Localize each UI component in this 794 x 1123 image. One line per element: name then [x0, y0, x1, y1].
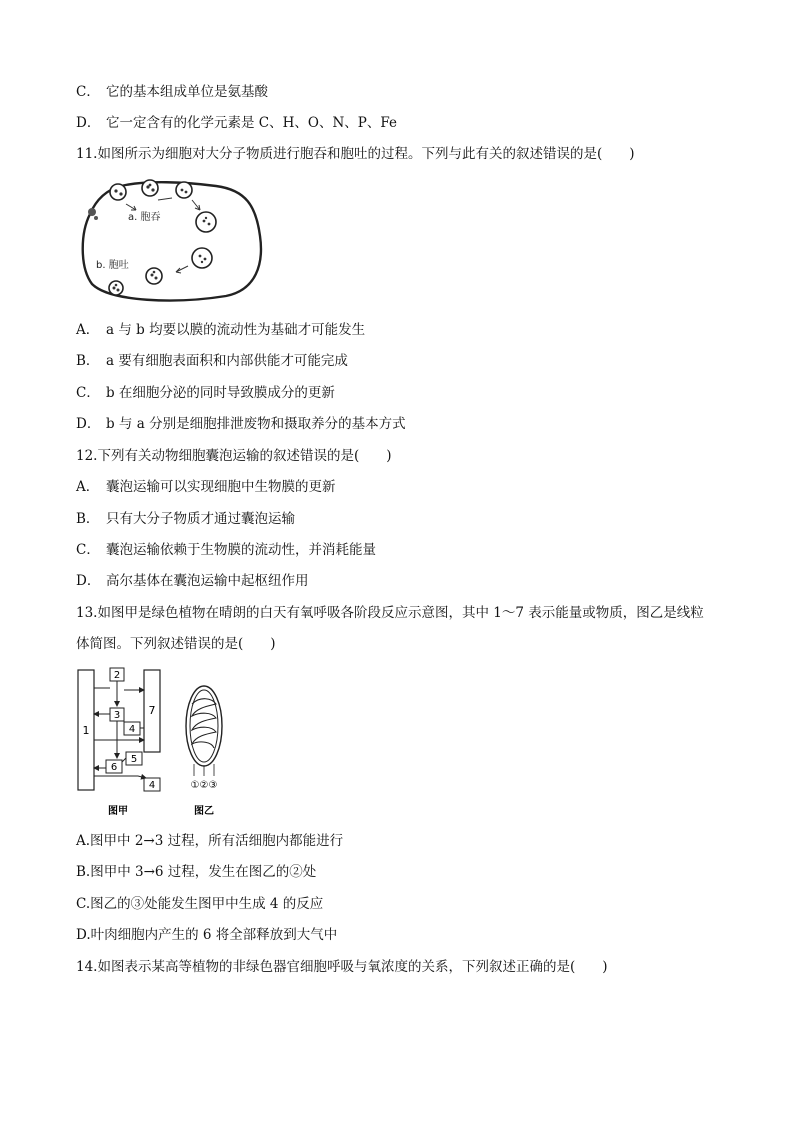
figure-yi-caption: 图乙: [194, 806, 214, 817]
option-letter: A.: [76, 833, 91, 849]
option-text: a 与 b 均要以膜的流动性为基础才可能发生: [106, 322, 366, 338]
box-2-label: 2: [113, 670, 121, 681]
option-letter: A．: [76, 479, 100, 495]
q12-option-c: [76, 541, 376, 559]
q10-option-d: [76, 114, 397, 132]
q13-option-b: [76, 863, 316, 881]
option-letter: C.: [76, 896, 91, 912]
q13-figure: [76, 664, 246, 824]
q11-option-b: [76, 352, 348, 370]
option-text: a 要有细胞表面积和内部供能才可能完成: [106, 353, 348, 369]
q13-option-d: [76, 926, 337, 944]
option-text: 叶肉细胞内产生的 6 将全部释放到大气中: [90, 927, 338, 943]
q11-figure-endocytosis-exocytosis: [76, 176, 266, 304]
q11-option-a: [76, 321, 365, 339]
option-text: 图甲中 3→6 过程，发生在图乙的②处: [90, 864, 317, 880]
option-letter: C．: [76, 542, 100, 558]
option-letter: B．: [76, 511, 100, 527]
option-text: 它的基本组成单位是氨基酸: [106, 84, 268, 100]
q11-stem: 11.如图所示为细胞对大分子物质进行胞吞和胞吐的过程。下列与此有关的叙述错误的是( ): [76, 146, 635, 162]
q14-stem: 14.如图表示某高等植物的非绿色器官细胞呼吸与氧浓度的关系，下列叙述正确的是( ): [76, 959, 608, 975]
option-letter: D．: [76, 416, 101, 432]
label-a-endocytosis: a. 胞吞: [128, 212, 161, 223]
box-1-label: 1: [82, 724, 90, 737]
box-7-label: 7: [148, 704, 156, 717]
mitochondrion-outer: [186, 686, 222, 766]
box-5-label: 5: [130, 754, 138, 765]
option-text: 囊泡运输依赖于生物膜的流动性，并消耗能量: [106, 542, 376, 558]
option-text: b 与 a 分别是细胞排泄废物和摄取养分的基本方式: [106, 416, 406, 432]
option-letter: B．: [76, 353, 100, 369]
option-letter: B.: [76, 864, 91, 880]
option-text: 图甲中 2→3 过程，所有活细胞内都能进行: [90, 833, 344, 849]
q11-option-c: [76, 384, 335, 402]
q10-option-c: [76, 83, 268, 101]
q13-stem-line2: 体简图。下列叙述错误的是( ): [76, 636, 276, 652]
q11-option-d: [76, 415, 406, 433]
q12-option-d: [76, 572, 309, 590]
q13-stem-line1: 13.如图甲是绿色植物在晴朗的白天有氧呼吸各阶段反应示意图，其中 1～7 表示能量或物质，图乙是线粒: [76, 605, 704, 621]
box-6-label: 6: [110, 762, 118, 773]
option-text: 图乙的③处能发生图甲中生成 4 的反应: [90, 896, 324, 912]
option-letter: D.: [76, 927, 91, 943]
option-letter: C．: [76, 84, 100, 100]
box-3-label: 3: [113, 710, 121, 721]
option-letter: D．: [76, 573, 101, 589]
option-text: b 在细胞分泌的同时导致膜成分的更新: [106, 385, 335, 401]
option-text: 高尔基体在囊泡运输中起枢纽作用: [106, 573, 309, 589]
option-letter: D．: [76, 115, 101, 131]
option-letter: C．: [76, 385, 100, 401]
figure-jia-caption: 图甲: [108, 806, 128, 817]
option-text: 只有大分子物质才通过囊泡运输: [106, 511, 295, 527]
figure-yi-markers: ①②③: [190, 780, 218, 791]
option-text: 囊泡运输可以实现细胞中生物膜的更新: [106, 479, 336, 495]
option-text: 它一定含有的化学元素是 C、H、O、N、P、Fe: [106, 115, 397, 131]
q12-option-a: [76, 478, 336, 496]
option-letter: A．: [76, 322, 100, 338]
q12-stem: 12.下列有关动物细胞囊泡运输的叙述错误的是( ): [76, 448, 392, 464]
box-4-top-label: 4: [128, 724, 136, 735]
q13-option-c: [76, 895, 323, 913]
q12-option-b: [76, 510, 295, 528]
box-4-bottom-label: 4: [148, 780, 156, 791]
q13-option-a: [76, 832, 343, 850]
label-b-exocytosis: b. 胞吐: [96, 260, 129, 271]
